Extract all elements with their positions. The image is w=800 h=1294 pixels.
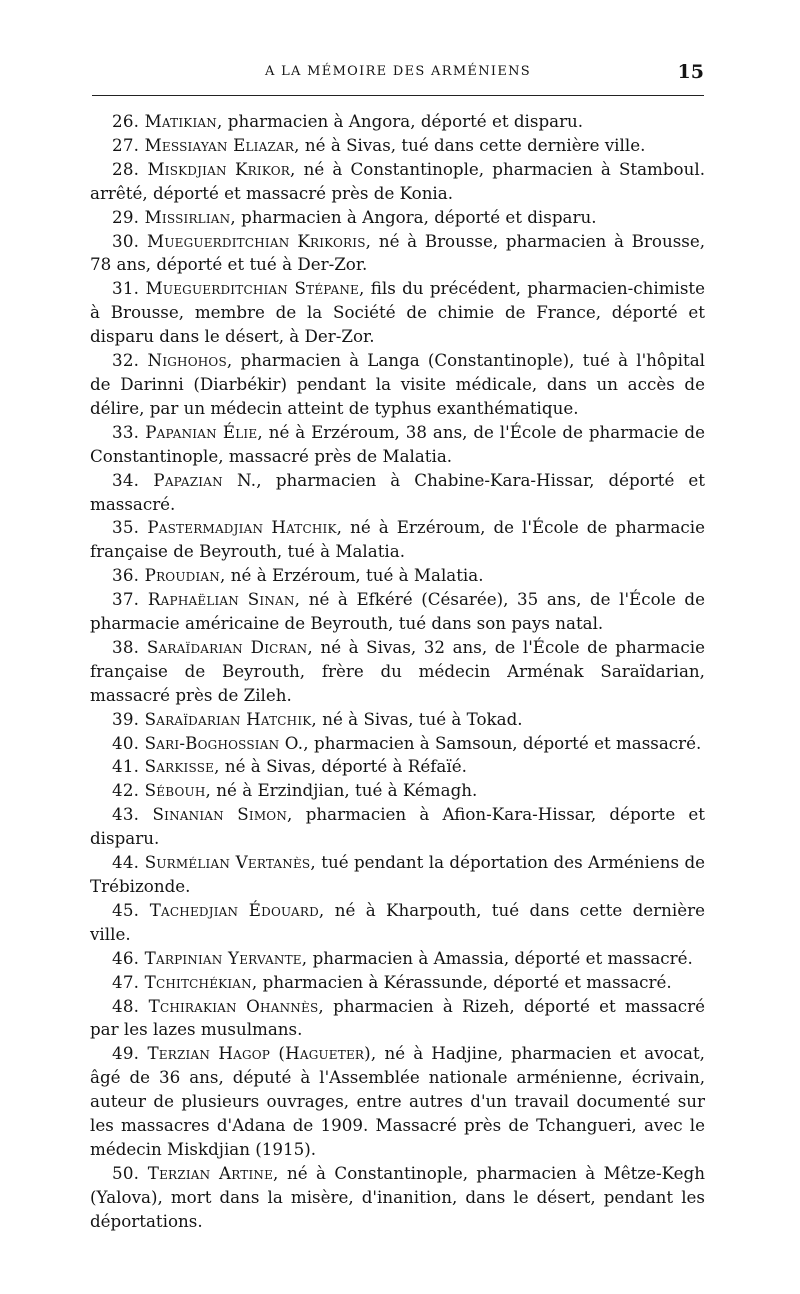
entry-name: 50. Terzian Artine, <box>112 1162 279 1183</box>
list-item <box>90 899 705 947</box>
entry-name: 33. Papanian Élie, <box>112 421 263 442</box>
entry-name: 42. Sébouh, <box>112 780 211 801</box>
list-item <box>90 995 705 1043</box>
list-item <box>90 206 705 230</box>
entry-name: 35. Pastermadjian Hatchik, <box>112 517 343 538</box>
entry-name: 31. Mueguerditchian Stépane, <box>112 278 365 299</box>
entry-text: né à Kharpouth, tué dans cette dernière ville. <box>90 899 705 944</box>
entry-text: né à Efkéré (Césarée), 35 ans, de l'École de pharmacie américaine de Beyrouth, tué dans son pays natal. <box>90 589 705 634</box>
entry-text: né à Erzéroum, 38 ans, de l'École de pharmacie de Constantinople, massacré près de Malatia. <box>90 421 705 466</box>
list-item <box>90 564 705 588</box>
entry-name: 46. Tarpinian Yervante, <box>112 947 308 968</box>
list-item <box>90 851 705 899</box>
list-item <box>90 158 705 206</box>
list-item <box>90 803 705 851</box>
page-number: 15 <box>677 61 704 83</box>
entry-text: pharmacien à Angora, déporté et disparu. <box>235 206 597 227</box>
list-item <box>90 1042 705 1162</box>
list-item <box>90 947 705 971</box>
entry-text: pharmacien à Angora, déporté et disparu. <box>222 111 584 131</box>
entry-text: né à Erzindjian, tué à Kémagh. <box>211 780 478 801</box>
list-item <box>90 134 705 158</box>
list-item <box>90 588 705 636</box>
list-item <box>90 636 705 708</box>
entry-text: né à Constantinople, pharmacien à Mêtze-Kegh (Yalova), mort dans la misère, d'inanition, dans le désert, pendant les déportations. <box>90 1162 705 1231</box>
entry-name: 28. Miskdjian Krikor, <box>112 158 296 179</box>
entry-name: 44. Surmélian Vertanès, <box>112 852 316 873</box>
header-rule <box>92 95 704 96</box>
entry-name: 37. Raphaëlian Sinan, <box>112 589 301 610</box>
list-item <box>90 708 705 732</box>
entry-text: tué pendant la déportation des Arméniens de Trébizonde. <box>90 852 706 896</box>
entry-name: 32. Nighohos, <box>112 350 233 371</box>
list-item <box>90 971 705 995</box>
entry-text: pharmacien à Amassia, déporté et massacré. <box>307 947 693 968</box>
running-title: A LA MÉMOIRE DES ARMÉNIENS <box>265 64 531 79</box>
list-item <box>90 277 705 349</box>
list-item <box>90 421 705 469</box>
entry-name: 43. Sinanian Simon, <box>112 804 293 825</box>
entry-text: né à Sivas, tué dans cette dernière ville. <box>299 134 646 155</box>
entry-text: pharmacien à Langa (Constantinople), tué à l'hôpital de Darinni (Diarbékir) pendant la visite médicale, dans un accès de délire, par un médecin atteint de typhus exanthématique. <box>90 350 705 418</box>
entry-name: 40. Sari-Boghossian O., <box>112 732 309 753</box>
entry-text: né à Erzéroum, de l'École de pharmacie française de Beyrouth, tué à Malatia. <box>90 517 705 562</box>
list-item <box>90 230 705 278</box>
entry-text: pharmacien à Rizeh, déporté et massacré par les lazes musulmans. <box>90 995 705 1040</box>
list-item <box>90 110 705 134</box>
entry-name: 45. Tachedjian Édouard, <box>112 899 325 920</box>
entry-text: né à Constantinople, pharmacien à Stamboul. arrêté, déporté et massacré près de Konia. <box>90 158 705 203</box>
entry-list <box>90 110 705 1234</box>
entry-name: 26. Matikian, <box>112 111 223 131</box>
entry-name: 49. Terzian Hagop (Hagueter), <box>112 1043 377 1064</box>
entry-text: pharmacien à Samsoun, déporté et massacré. <box>308 732 702 753</box>
list-item <box>90 469 705 517</box>
list-item <box>90 779 705 803</box>
entry-text: né à Hadjine, pharmacien et avocat, âgé de 36 ans, député à l'Assemblée nationale arménienne, écrivain, auteur de plusieurs ouvrages, entre autres d'un travail documenté sur les massacres d'Adana de 1909. Massacré près de Tchangueri, avec le médecin Miskdjian (1915). <box>90 1043 705 1159</box>
entry-text: fils du précédent, pharmacien-chimiste à Brousse, membre de la Société de chimie de France, déporté et disparu dans le désert, à Der-Zor. <box>90 278 705 347</box>
entry-name: 48. Tchirakian Ohannès, <box>112 995 324 1016</box>
list-item <box>90 1162 705 1234</box>
entry-text: né à Sivas, 32 ans, de l'École de pharmacie française de Beyrouth, frère du médecin Arménak Saraïdarian, massacré près de Zileh. <box>90 636 705 705</box>
entry-text: pharmacien à Afion-Kara-Hissar, déporte et disparu. <box>90 804 705 849</box>
entry-name: 39. Saraïdarian Hatchik, <box>112 708 317 729</box>
entry-name: 29. Missirlian, <box>112 206 236 227</box>
entry-text: né à Sivas, tué à Tokad. <box>316 708 523 729</box>
entry-text: né à Sivas, déporté à Réfaïé. <box>219 756 467 777</box>
entry-name: 47. Tchitchékian, <box>112 971 258 992</box>
entry-name: 41. Sarkisse, <box>112 756 220 777</box>
entry-name: 34. Papazian N., <box>112 469 262 490</box>
list-item <box>90 755 705 779</box>
entry-text: pharmacien à Kérassunde, déporté et massacré. <box>257 971 672 992</box>
entry-text: né à Brousse, pharmacien à Brousse, 78 ans, déporté et tué à Der-Zor. <box>90 230 705 275</box>
entry-name: 27. Messiayan Eliazar, <box>112 134 300 155</box>
list-item <box>90 516 705 564</box>
entry-text: né à Erzéroum, tué à Malatia. <box>225 565 484 586</box>
entry-name: 30. Mueguerditchian Krikoris, <box>112 230 372 251</box>
entry-name: 36. Proudian, <box>112 565 226 586</box>
list-item <box>90 349 705 421</box>
entry-name: 38. Saraïdarian Dicran, <box>112 636 313 657</box>
page-header <box>92 60 704 84</box>
entry-text: pharmacien à Chabine-Kara-Hissar, déporté et massacré. <box>90 469 705 514</box>
list-item <box>90 732 705 756</box>
